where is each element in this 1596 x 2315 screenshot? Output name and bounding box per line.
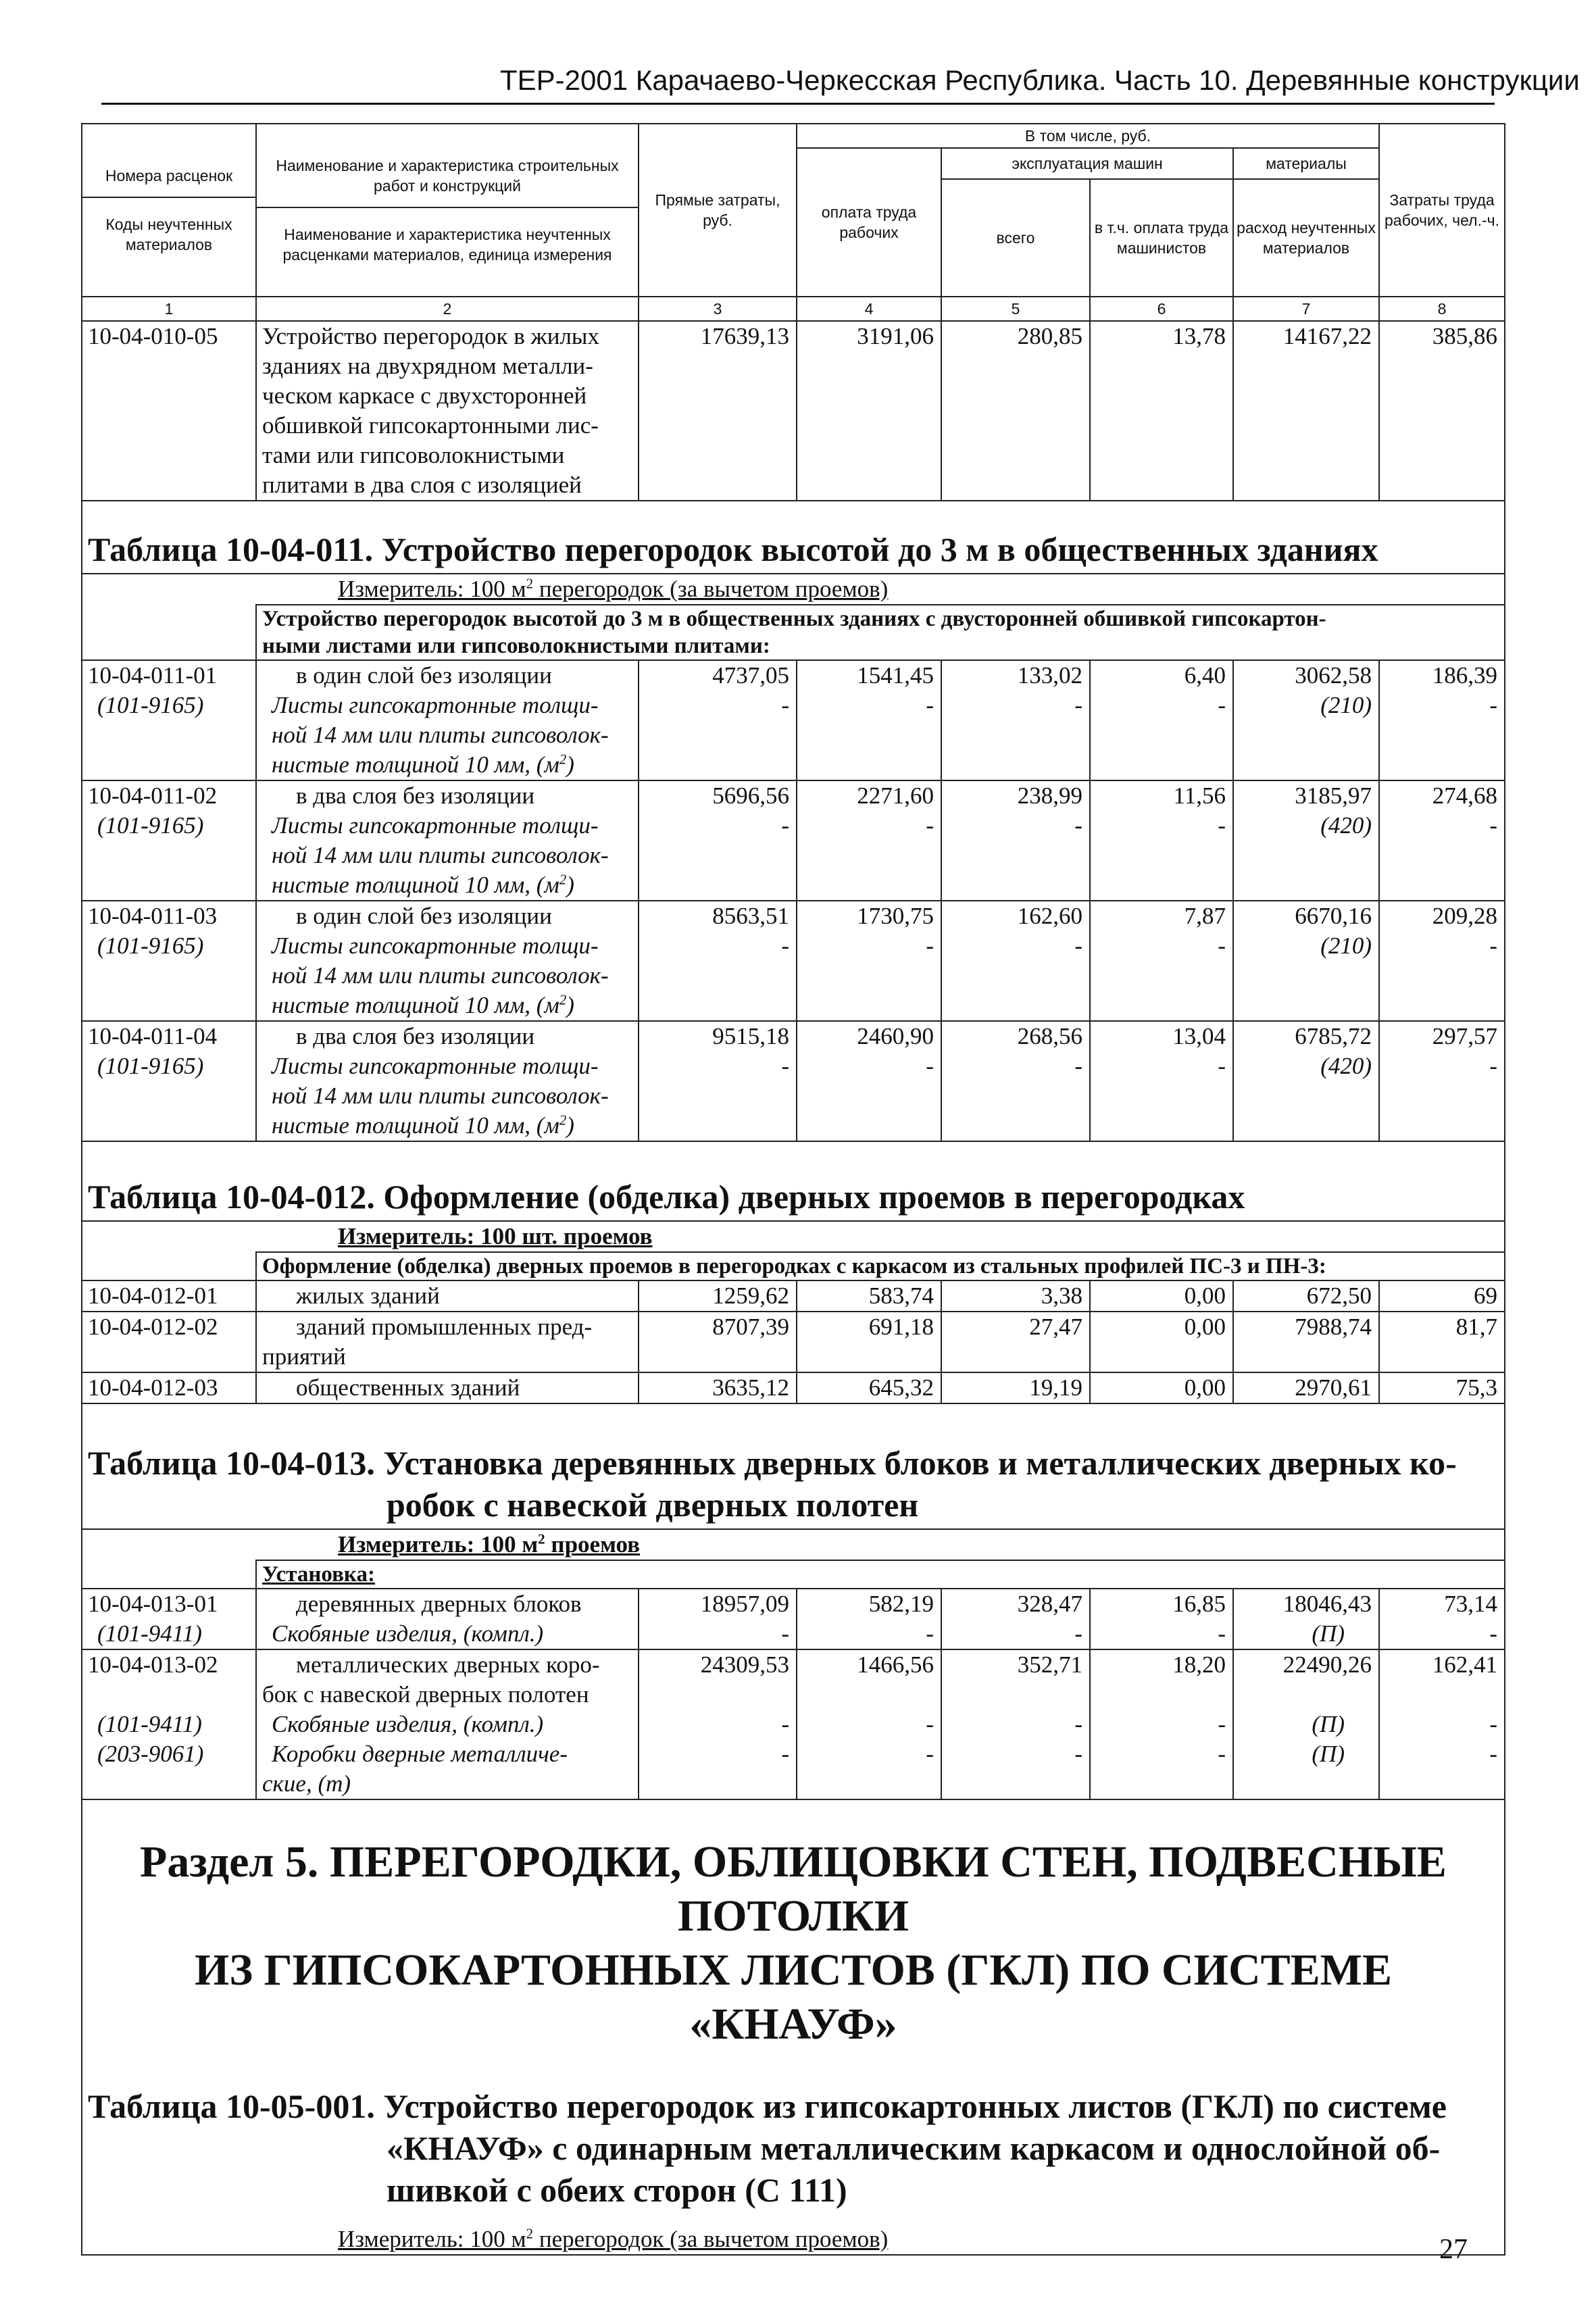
col-num: 3 [639, 297, 797, 321]
table-row: 10-04-013-01 (101-9411) деревянных дверных блоков Скобяные изделия, (компл.) 18957,09 - 582,19 - 328,47 - 16,85 - 18046,43 (П) 73,14 - [82, 1589, 1505, 1649]
table-desc: Оформление (обделка) дверных проемов в перегородках с каркасом из стальных профилей ПС-3 и ПН-3: [256, 1252, 1505, 1280]
column-numbers-row [82, 297, 1505, 321]
page-header: ТЕР-2001 Карачаево-Черкесская Республика. Часть 10. Деревянные конструкции [500, 64, 1580, 96]
col-header-materials: материалы [1233, 148, 1379, 179]
table-row: 10-04-010-05 Устройство перегородок в жилых зданиях на двухрядном металли- ческом каркасе с двухсторонней обшивкой гипсокартонными лис- тами или гипсоволокнистыми плитами в два слоя с изоляцией 17639,13 3191,06 280,85 13,78 14167,22 385,86 [82, 321, 1505, 501]
measure-line: Измеритель: 100 $м^2$ перегородок (за вычетом проемов) [82, 574, 1505, 605]
table-desc: Устройство перегородок высотой до 3 м в общественных зданиях с двусторонней обшивкой гипсокартон- ными листами или гипсоволокнистыми плитами: [256, 605, 1505, 660]
col-num: 6 [1090, 297, 1233, 321]
table-row: 10-04-013-02 (101-9411) (203-9061) металлических дверных коро- бок с навеской дверных полотен Скобяные изделия, (компл.) Коробки дверные металличе- ские, (т) 24309,53 - - 1466,56 - - 352,71 - - 18,20 - - 22490,26 (П) (П) 162,41 - - [82, 1649, 1505, 1799]
col-header-5: всего [941, 179, 1090, 297]
table-title: Таблица 10-04-013. Установка деревянных дверных блоков и металлических дверных ко- робок с навеской дверных полотен [82, 1403, 1505, 1529]
table-row: 10-04-011-04 (101-9165) в два слоя без изоляции Листы гипсокартонные толщи- ной 14 мм или плиты гипсоволок- нистые толщиной 10 мм, $(м^2)$ 9515,18 - 2460,90 - 268,56 - 13,04 - 6785,72 (420) 297,57 - [82, 1021, 1505, 1141]
table-row: 10-04-012-01 жилых зданий 1259,62 583,74 3,38 0,00 672,50 69 [82, 1280, 1505, 1312]
col-num: 4 [797, 297, 941, 321]
col-header-3: Прямые затраты, руб. [639, 124, 797, 297]
measure-line: Измеритель: 100 $м^2$ проемов [82, 1529, 1505, 1560]
table-title: Таблица 10-04-012. Оформление (обделка) дверных проемов в перегородках [82, 1141, 1505, 1221]
page-number: 27 [1439, 2234, 1468, 2265]
col-header-1: Номера расценок Коды неучтенных материалов [82, 124, 256, 297]
col-header-6: в т.ч. оплата труда машинистов [1090, 179, 1233, 297]
table-row: 10-04-012-02 зданий промышленных пред- приятий 8707,39 691,18 27,47 0,00 7988,74 81,7 [82, 1312, 1505, 1372]
header-row-1 [82, 124, 1505, 148]
col-num: 8 [1379, 297, 1505, 321]
section-title: Раздел 5. ПЕРЕГОРОДКИ, ОБЛИЦОВКИ СТЕН, ПОДВЕСНЫЕ ПОТОЛКИ ИЗ ГИПСОКАРТОННЫХ ЛИСТОВ (ГКЛ) ПО СИСТЕМЕ «КНАУФ» [140, 1837, 1447, 2049]
header-rule [101, 103, 1495, 105]
col-header-machines: эксплуатация машин [941, 148, 1233, 179]
table-row: 10-04-011-03 (101-9165) в один слой без изоляции Листы гипсокартонные толщи- ной 14 мм или плиты гипсоволок- нистые толщиной 10 мм, $(м^2)$ 8563,51 - 1730,75 - 162,60 - 7,87 - 6670,16 (210) 209,28 - [82, 901, 1505, 1021]
work-name: Устройство перегородок в жилых зданиях на двухрядном металли- ческом каркасе с двухсторонней обшивкой гипсокартонными лис- тами или гипсоволокнистыми плитами в два слоя с изоляцией [256, 321, 639, 501]
table-row: 10-04-011-01 (101-9165) в один слой без изоляции Листы гипсокартонные толщи- ной 14 мм или плиты гипсоволок- нистые толщиной 10 мм, $(м^2)$ 4737,05 - 1541,45 - 133,02 - 6,40 - 3062,58 (210) 186,39 - [82, 660, 1505, 780]
table-desc: Установка: [256, 1560, 1505, 1589]
table-title: Таблица 10-04-011. Устройство перегородок высотой до 3 м в общественных зданиях [82, 501, 1505, 574]
table-row: 10-04-012-03 общественных зданий 3635,12 645,32 19,19 0,00 2970,61 75,3 [82, 1372, 1505, 1403]
col-header-incl: В том числе, руб. [797, 124, 1379, 148]
col-num: 7 [1233, 297, 1379, 321]
measure-line: Измеритель: 100 $м^2$ перегородок (за вычетом проемов) [338, 2225, 889, 2252]
col-header-2: Наименование и характеристика строительных работ и конструкций Наименование и характеристика неучтенных расценками материалов, единица измерения [256, 124, 639, 297]
col-num: 1 [82, 297, 256, 321]
measure-line: Измеритель: 100 шт. проемов [82, 1221, 1505, 1252]
main-table [81, 123, 1505, 2256]
col-header-7: расход неучтенных материалов [1233, 179, 1379, 297]
col-num: 5 [941, 297, 1090, 321]
table-title: Таблица 10-05-001. Устройство перегородок из гипсокартонных листов (ГКЛ) по системе «КНАУФ» с одинарным металлическим каркасом и однослойной об- шивкой с обеих сторон (С 111) [88, 2087, 1447, 2209]
section-block [82, 1799, 1505, 2255]
col-header-8: Затраты труда рабочих, чел.-ч. [1379, 124, 1505, 297]
col-header-4: оплата труда рабочих [797, 148, 941, 297]
table-row: 10-04-011-02 (101-9165) в два слоя без изоляции Листы гипсокартонные толщи- ной 14 мм или плиты гипсоволок- нистые толщиной 10 мм, $(м^2)$ 5696,56 - 2271,60 - 238,99 - 11,56 - 3185,97 (420) 274,68 - [82, 780, 1505, 901]
col-num: 2 [256, 297, 639, 321]
